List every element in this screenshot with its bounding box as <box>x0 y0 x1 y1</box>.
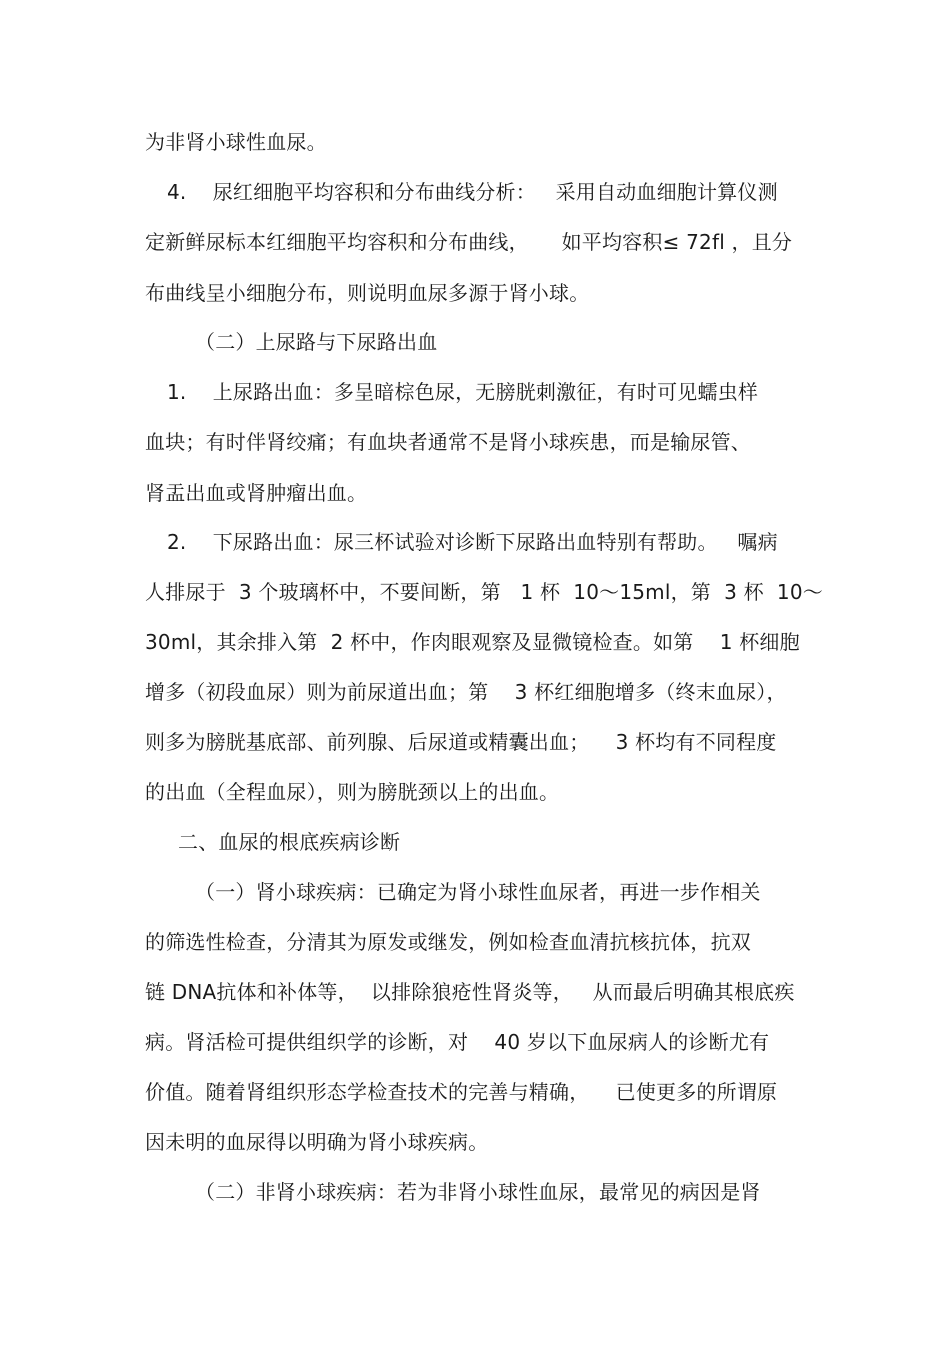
text-line: 肾盂出血或肾肿瘤出血。 <box>145 481 368 505</box>
text-line: 的筛选性检查，分清其为原发或继发，例如检查血清抗核抗体，抗双 <box>145 930 751 954</box>
text-line: 30ml，其余排入第 2 杯中，作肉眼观察及显微镜检查。如第 1 杯细胞 <box>145 630 800 654</box>
text-line: 1. 上尿路出血：多呈暗棕色尿，无膀胱刺激征，有时可见蠕虫样 <box>167 380 759 404</box>
text-line: 增多（初段血尿）则为前尿道出血；第 3 杯红细胞增多（终末血尿）， <box>145 680 787 704</box>
section-heading: 二、血尿的根底疾病诊断 <box>178 830 401 854</box>
text-line: 定新鲜尿标本红细胞平均容积和分布曲线， 如平均容积≤ 72fl ，且分 <box>145 230 793 254</box>
text-line: （一）肾小球疾病：已确定为肾小球性血尿者，再进一步作相关 <box>195 880 761 904</box>
text-line: 因未明的血尿得以明确为肾小球疾病。 <box>145 1130 489 1154</box>
text-line: 链 DNA抗体和补体等， 以排除狼疮性肾炎等， 从而最后明确其根底疾 <box>145 980 795 1004</box>
text-line: （二）非肾小球疾病：若为非肾小球性血尿，最常见的病因是肾 <box>195 1180 761 1204</box>
text-line: 2. 下尿路出血：尿三杯试验对诊断下尿路出血特别有帮助。 嘱病 <box>167 530 778 554</box>
text-line: 的出血（全程血尿），则为膀胱颈以上的出血。 <box>145 780 560 804</box>
text-line: 4. 尿红细胞平均容积和分布曲线分析： 采用自动血细胞计算仪测 <box>167 180 778 204</box>
text-line: 人排尿于 3 个玻璃杯中，不要间断，第 1 杯 10～15ml，第 3 杯 10～ <box>145 580 823 604</box>
section-heading: （二）上尿路与下尿路出血 <box>195 330 438 354</box>
text-line: 血块；有时伴肾绞痛；有血块者通常不是肾小球疾患，而是输尿管、 <box>145 430 751 454</box>
text-line: 病。肾活检可提供组织学的诊断，对 40 岁以下血尿病人的诊断尤有 <box>145 1030 770 1054</box>
text-line: 则多为膀胱基底部、前列腺、后尿道或精囊出血； 3 杯均有不同程度 <box>145 730 777 754</box>
text-line: 价值。随着肾组织形态学检查技术的完善与精确， 已使更多的所谓原 <box>145 1080 778 1104</box>
text-line: 布曲线呈小细胞分布，则说明血尿多源于肾小球。 <box>145 281 590 305</box>
text-line: 为非肾小球性血尿。 <box>145 130 327 154</box>
